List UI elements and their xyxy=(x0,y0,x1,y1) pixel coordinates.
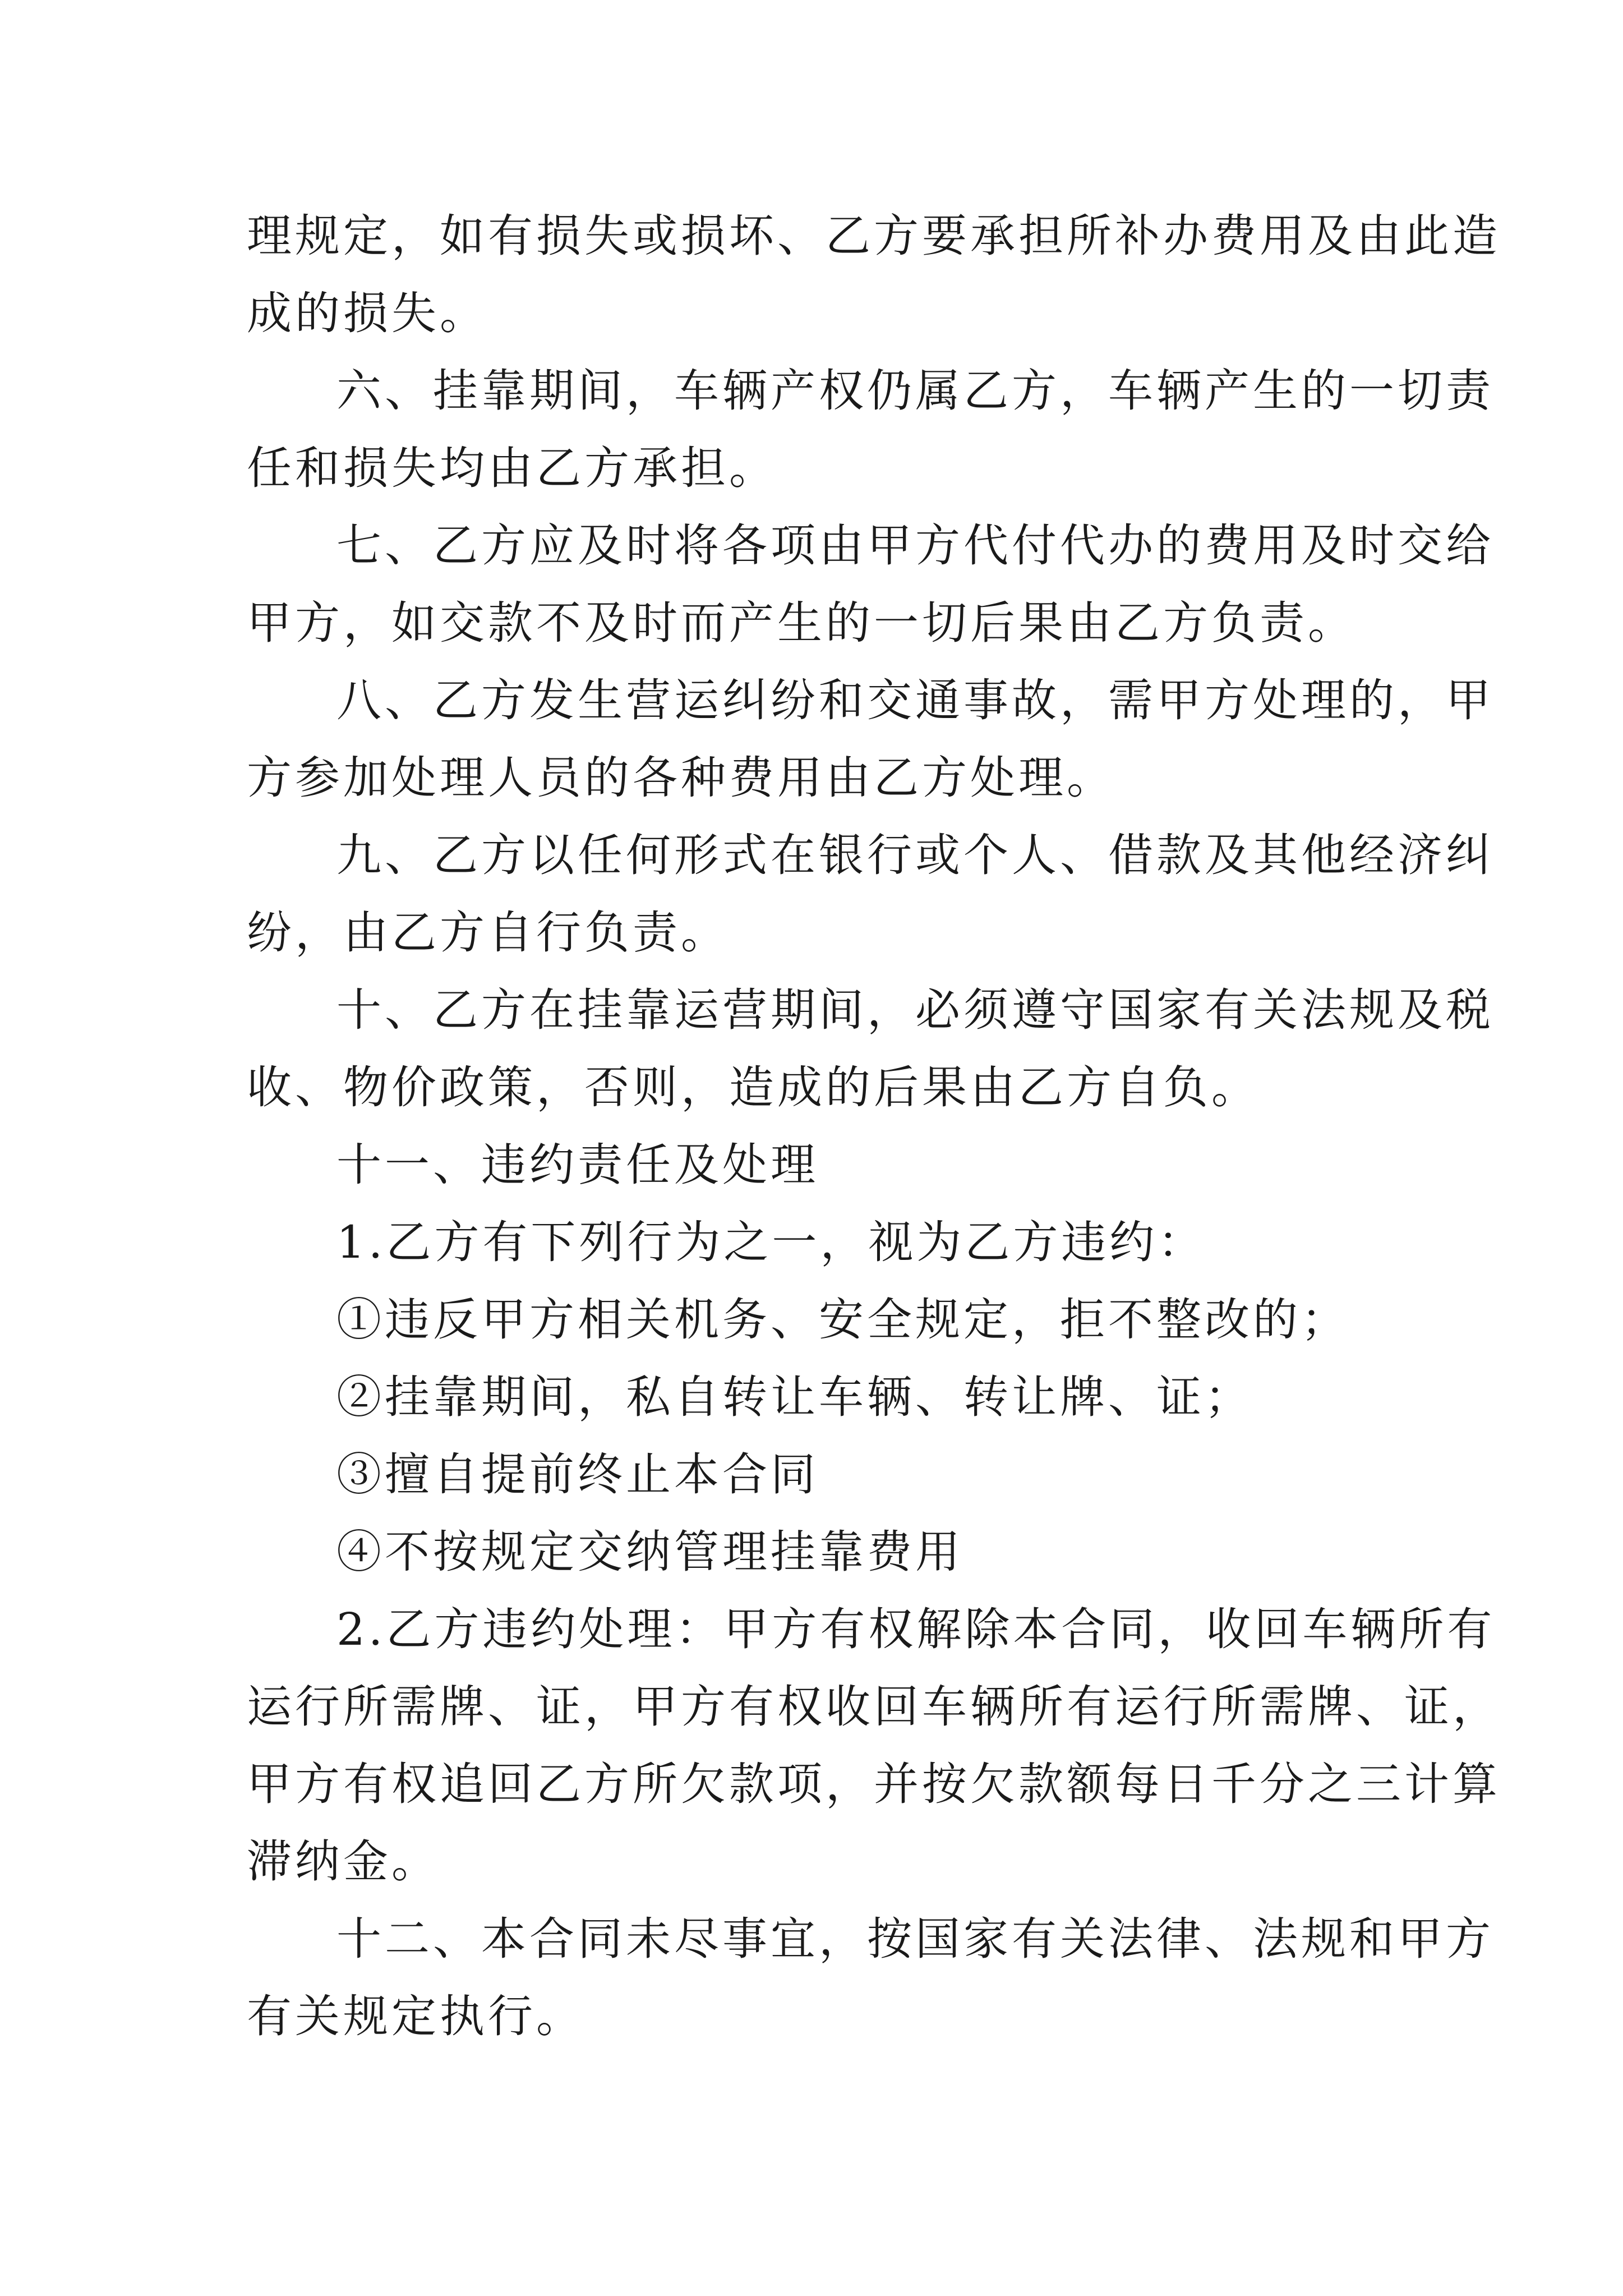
text-line: 方参加处理人员的各种费用由乙方处理。 xyxy=(247,752,1115,804)
document-body xyxy=(247,197,1501,2055)
text-line: 成的损失。 xyxy=(247,287,488,339)
clause-6-line: 六、挂靠期间，车辆产权仍属乙方，车辆产生的一切责 xyxy=(336,365,1494,417)
violation-item-2: ②挂靠期间，私自转让车辆、转让牌、证； xyxy=(336,1371,1253,1423)
text-line: 理规定，如有损失或损坏、乙方要承担所补办费用及由此造 xyxy=(247,210,1501,262)
clause-11-heading: 十一、违约责任及处理 xyxy=(336,1139,819,1191)
clause-12-line: 十二、本合同未尽事宜，按国家有关法律、法规和甲方 xyxy=(336,1913,1494,1965)
clause-9-line: 九、乙方以任何形式在银行或个人、借款及其他经济纠 xyxy=(336,829,1494,881)
text-line: 任和损失均由乙方承担。 xyxy=(247,442,777,494)
text-line: 收、物价政策，否则，造成的后果由乙方自负。 xyxy=(247,1061,1260,1114)
violation-item-4: ④不按规定交纳管理挂靠费用 xyxy=(336,1526,963,1578)
violation-item-3: ③擅自提前终止本合同 xyxy=(336,1448,819,1501)
text-line: 甲方，如交款不及时而产生的一切后果由乙方负责。 xyxy=(247,597,1356,649)
text-line: 甲方有权追回乙方所欠款项，并按欠款额每日千分之三计算 xyxy=(247,1758,1501,1810)
clause-10-line: 十、乙方在挂靠运营期间，必须遵守国家有关法规及税 xyxy=(336,984,1494,1036)
violation-item-1: ①违反甲方相关机务、安全规定，拒不整改的； xyxy=(336,1294,1349,1346)
clause-11-item-2: 2.乙方违约处理：甲方有权解除本合同，收回车辆所有 xyxy=(336,1603,1496,1655)
clause-7-line: 七、乙方应及时将各项由甲方代付代办的费用及时交给 xyxy=(336,519,1494,572)
text-line: 纷，由乙方自行负责。 xyxy=(247,907,729,959)
clause-8-line: 八、乙方发生营运纠纷和交通事故，需甲方处理的，甲 xyxy=(336,674,1494,726)
text-line: 滞纳金。 xyxy=(247,1835,440,1888)
text-line: 有关规定执行。 xyxy=(247,1990,584,2042)
clause-11-item-1: 1.乙方有下列行为之一，视为乙方违约： xyxy=(336,1216,1206,1268)
text-line: 运行所需牌、证，甲方有权收回车辆所有运行所需牌、证， xyxy=(247,1681,1501,1733)
